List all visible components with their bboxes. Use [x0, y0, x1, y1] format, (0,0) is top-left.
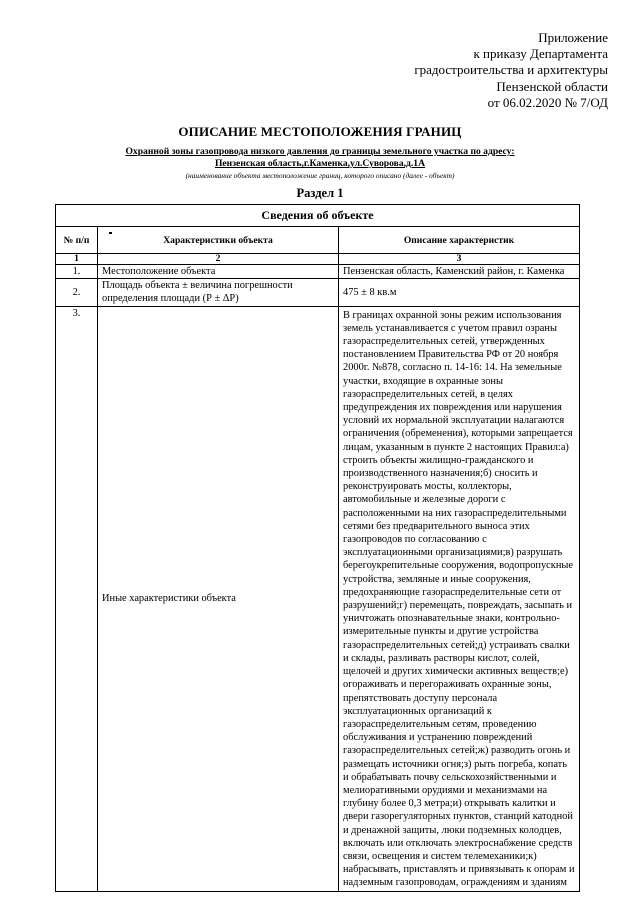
appendix-line: Приложение: [538, 30, 608, 45]
row-num: 1.: [56, 265, 98, 279]
appendix-line: Пензенской области: [496, 78, 608, 94]
row-description: Пензенская область, Каменский район, г. Каменка: [339, 265, 580, 279]
header-num: № п/п: [56, 227, 98, 254]
table-row: [56, 265, 580, 279]
column-number: 3: [339, 254, 580, 265]
row-characteristic: Местоположение объекта: [98, 265, 339, 279]
row-num: 3.: [56, 306, 98, 891]
scan-mark: [109, 232, 112, 234]
subject-line: Охранной зоны газопровода низкого давления до границы земельного участка по адресу:: [125, 146, 515, 157]
header-characteristic: Характеристики объекта: [98, 227, 339, 254]
row-characteristic: Иные характеристики объекта: [98, 306, 339, 891]
appendix-line: к приказу Департамента: [473, 46, 608, 62]
row-num: 2.: [56, 279, 98, 306]
object-info-table: [55, 204, 580, 892]
appendix-block: [414, 30, 608, 111]
row-description: 475 ± 8 кв.м: [339, 279, 580, 306]
table-row: [56, 306, 580, 891]
table-row: [56, 279, 580, 306]
row-characteristic: Площадь объекта ± величина погрешности определения площади (Р ± ΔР): [98, 279, 339, 306]
subject-note: (наименование объекта местоположение границ, которого описано (далее - объект): [185, 171, 455, 180]
row-description: В границах охранной зоны режим использования земель устанавливается с учетом правил озраны газораспределительных сетей, утвержденных постановлением Правительства РФ от 20 ноября 2000г. №878, согласно п. 14-16: 14. На земельные участки, входящие в охранные зоны газораспределительных сетей, в целях предупреждения их повреждения или нарушения условий их нормальной эксплуатации налагаются ограничения (обременения), которыми запрещается лицам, указанным в пункте 2 настоящих Правил:а) строить объекты жилищно-гражданского и производственного назначения;б) сносить и реконструировать мосты, коллекторы, автомобильные и железные дороги с расположенными на них газораспределительными сетями без предварительного выноса этих газопроводов по согласованию с эксплуатационными организациями;в) разрушать берегоукрепительные сооружения, водопропускные устройства, земляные и иные сооружения, предохраняющие газораспределительные сети от разрушений;г) перемещать, повреждать, засыпать и уничтожать опознавательные знаки, контрольно-измерительные пункты и другие устройства газораспределительных сетей;д) устраивать свалки и склады, разливать растворы кислот, солей, щелочей и других химически активных веществ;е) огораживать и перегораживать охранные зоны, препятствовать доступу персонала эксплуатационных организаций к газораспределительным сетям, проведению обслуживания и устранению повреждений газораспределительных сетей;ж) разводить огонь и размещать источники огня;з) рыть погреба, копать и обрабатывать почву сельскохозяйственными и мелиоративными орудиями и механизмами на глубину более 0,3 метра;и) открывать калитки и двери газорегуляторных пунктов, станций катодной и дренажной защиты, люки подземных колодцев, включать или отключать электроснабжение средств связи, освещения и систем телемеханики;к) набрасывать, приставлять и привязывать к опорам и надземным газопроводам, ограждениям и зданиям: [339, 306, 580, 891]
subject-address: Пензенская область,г.Каменка,ул.Суворова,д.1А: [214, 158, 426, 169]
column-number: 1: [56, 254, 98, 265]
appendix-line: от 06.02.2020 № 7/ОД: [487, 94, 608, 110]
document-title: ОПИСАНИЕ МЕСТОПОЛОЖЕНИЯ ГРАНИЦ: [178, 124, 462, 139]
object-subject: [60, 146, 580, 170]
table-caption: Сведения об объекте: [56, 205, 580, 227]
section-title: Раздел 1: [296, 186, 344, 200]
appendix-line: градостроительства и архитектуры: [414, 62, 608, 78]
column-number: 2: [98, 254, 339, 265]
header-description: Описание характеристик: [339, 227, 580, 254]
